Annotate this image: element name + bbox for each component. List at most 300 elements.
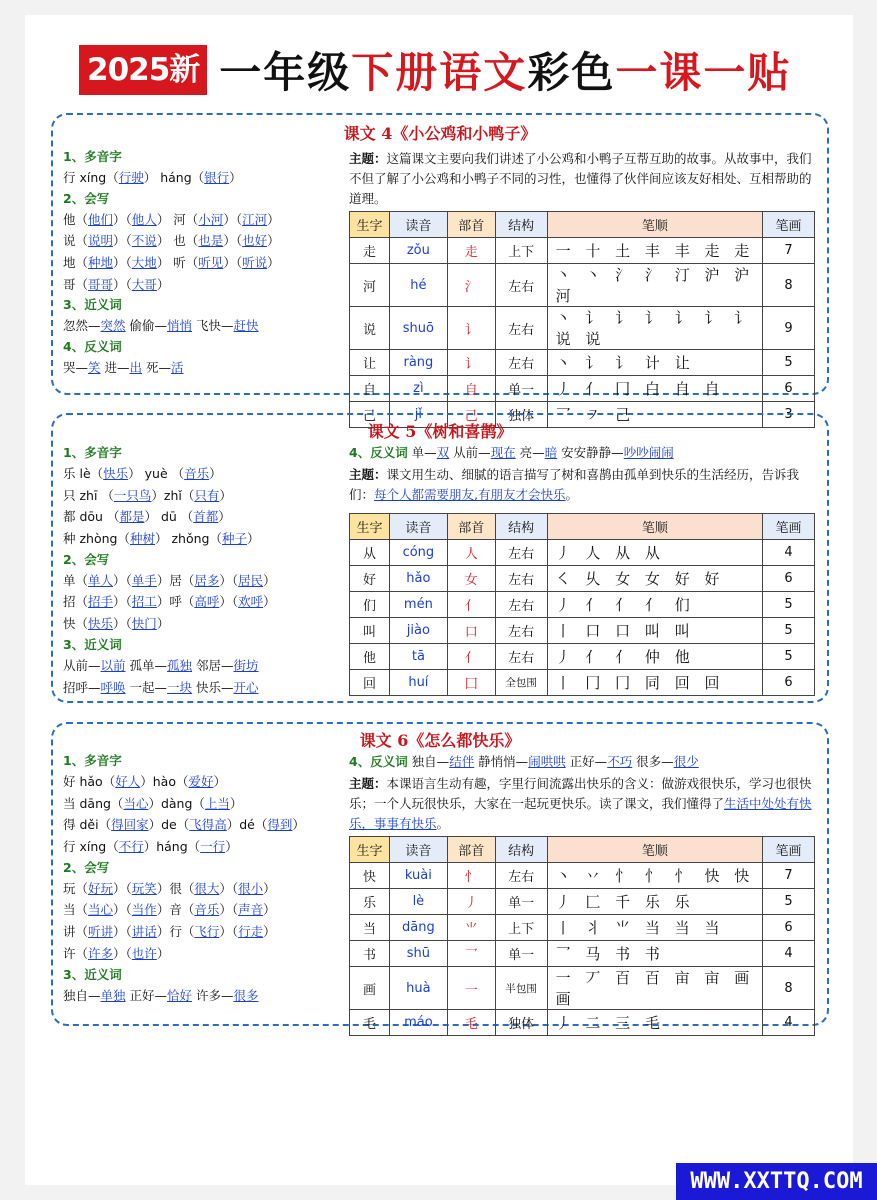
title-part-2: 下册语文 — [351, 48, 528, 97]
vocab-word: 招工 — [131, 594, 157, 610]
vocab-text: 说（ — [63, 233, 89, 249]
vocab-text: ） — [263, 572, 276, 588]
stroke-order-cell: 丶 丶 氵 氵 汀 沪 沪 河 — [547, 264, 762, 307]
vocab-text: 孤单— — [125, 657, 168, 673]
vocab-line — [63, 167, 280, 189]
vocab-word: 也是 — [198, 233, 224, 249]
vocab-text: 死— — [142, 360, 172, 376]
vocab-text: 一起— — [125, 679, 168, 695]
vocab-text: ）（ — [113, 616, 132, 632]
radical-cell: 氵 — [447, 264, 495, 307]
structure-cell: 左右 — [495, 540, 547, 566]
stroke-count-cell: 6 — [763, 566, 815, 592]
stroke-count-cell: 4 — [763, 941, 815, 967]
vocab-word: 声音 — [238, 902, 264, 918]
stroke-count-cell: 8 — [763, 967, 815, 1010]
structure-cell: 上下 — [495, 915, 547, 941]
vocab-text: ）de（ — [148, 817, 190, 833]
vocab-text: 招（ — [63, 594, 89, 610]
vocab-text: 亮— — [515, 445, 545, 460]
vocab-word: 首都 — [193, 509, 219, 525]
vocab-word: 居民 — [238, 572, 264, 588]
vocab-text: 从前— — [63, 657, 101, 673]
vocab-word: 得到 — [267, 817, 293, 833]
section-heading: 1、多音字 — [63, 753, 122, 768]
radical-cell: 讠 — [447, 307, 495, 350]
character-table — [349, 513, 815, 696]
char-cell: 回 — [350, 670, 390, 696]
char-cell: 好 — [350, 566, 390, 592]
vocab-text: ） 河（ — [156, 211, 199, 227]
lesson-title: 课文 4《小公鸡和小鸭子》 — [343, 124, 537, 143]
vocab-word: 上当 — [204, 795, 230, 811]
vocab-text: 地（ — [63, 255, 89, 271]
vocab-word: 得回家 — [111, 817, 149, 833]
char-cell: 毛 — [350, 1010, 390, 1036]
structure-cell: 半包围 — [495, 967, 547, 1010]
table-row — [350, 592, 815, 618]
column-header: 部首 — [447, 514, 495, 540]
column-header: 生字 — [350, 212, 390, 238]
stroke-count-cell: 6 — [763, 915, 815, 941]
vocab-word: 也好 — [242, 233, 268, 249]
vocab-text: 飞快— — [192, 318, 234, 334]
vocab-text: 快（ — [63, 616, 89, 632]
table-row — [350, 566, 815, 592]
table-row — [350, 915, 815, 941]
char-cell: 从 — [350, 540, 390, 566]
vocab-word: 快乐 — [88, 616, 114, 632]
column-header: 生字 — [350, 837, 390, 863]
vocab-line — [63, 570, 276, 592]
vocab-word: 很小 — [238, 880, 264, 896]
vocab-text: ） — [246, 531, 260, 547]
vocab-text: ）（ — [113, 945, 132, 961]
column-header: 部首 — [447, 837, 495, 863]
vocab-word: 单人 — [88, 572, 114, 588]
stroke-order-cell: 丿 二 三 毛 — [547, 1010, 762, 1036]
lesson-title: 课文 6《怎么都快乐》 — [359, 731, 521, 750]
vocab-text: 忽然— — [63, 318, 101, 334]
table-row — [350, 540, 815, 566]
stroke-count-cell: 4 — [763, 540, 815, 566]
character-table — [349, 211, 815, 428]
radical-cell: 亻 — [447, 592, 495, 618]
vocab-text: 当 dāng（ — [63, 795, 124, 811]
stroke-count-cell: 5 — [763, 618, 815, 644]
char-cell: 河 — [350, 264, 390, 307]
vocab-line — [63, 771, 305, 793]
column-header: 生字 — [350, 514, 390, 540]
vocab-text: ）（ — [113, 594, 132, 610]
vocab-text: ） — [218, 509, 231, 525]
vocab-word: 江河 — [242, 211, 268, 227]
vocab-text: 单— — [407, 445, 437, 460]
vocab-text: ）很（ — [156, 880, 195, 896]
column-header: 部首 — [447, 212, 495, 238]
vocab-text: ） 听（ — [156, 255, 199, 271]
stroke-order-cell: 丶 讠 讠 讠 讠 讠 讠 说 说 — [547, 307, 762, 350]
vocab-line — [63, 230, 280, 252]
vocab-word: 他们 — [88, 211, 114, 227]
vocab-word: 孤独 — [167, 657, 193, 673]
structure-cell: 左右 — [495, 644, 547, 670]
vocab-text: 从前— — [449, 445, 491, 460]
title-part-1: 一年级 — [219, 48, 352, 97]
pinyin-cell: shū — [389, 941, 447, 967]
vocab-line — [63, 836, 305, 858]
vocab-text: ）音（ — [156, 902, 195, 918]
table-row — [350, 618, 815, 644]
vocab-text: ）（ — [113, 902, 132, 918]
vocab-line — [63, 613, 276, 635]
vocab-text: ）居（ — [156, 572, 195, 588]
table-row — [350, 670, 815, 696]
radical-cell: 毛 — [447, 1010, 495, 1036]
vocab-line — [63, 274, 280, 296]
pinyin-cell: huí — [389, 670, 447, 696]
vocab-word: 闹哄哄 — [528, 754, 566, 769]
vocab-line — [63, 252, 280, 274]
vocab-text: ） 也（ — [156, 233, 199, 249]
column-header: 笔顺 — [547, 837, 762, 863]
table-row — [350, 644, 815, 670]
theme-label: 主题： — [349, 467, 387, 482]
vocab-text: ）dàng（ — [148, 795, 205, 811]
vocab-text: ） — [267, 211, 280, 227]
vocab-word: 居多 — [194, 572, 220, 588]
pinyin-cell: dāng — [389, 915, 447, 941]
polyphone-list — [63, 771, 305, 858]
vocab-text: ） — [225, 839, 238, 855]
vocab-text: ） — [267, 233, 280, 249]
vocab-text: ）（ — [113, 211, 132, 227]
lesson-title: 课文 5《树和喜鹊》 — [367, 422, 513, 441]
structure-cell: 全包围 — [495, 670, 547, 696]
vocab-word: 听见 — [198, 255, 224, 271]
vocab-text: ）háng（ — [143, 839, 201, 855]
vocab-text: ）（ — [113, 255, 132, 271]
structure-cell: 左右 — [495, 350, 547, 376]
structure-cell: 左右 — [495, 592, 547, 618]
vocab-line — [63, 528, 276, 550]
char-cell: 快 — [350, 863, 390, 889]
vocab-word: 行走 — [238, 924, 264, 940]
vocab-word: 悄悄 — [167, 318, 193, 334]
vocab-word: 赶快 — [233, 318, 259, 334]
vocab-text: 独自— — [407, 754, 450, 769]
vocab-text: ） — [156, 945, 170, 961]
vocab-text: ） — [263, 594, 276, 610]
vocab-word: 恰好 — [167, 987, 193, 1003]
vocab-text: ） yuè （ — [128, 466, 185, 481]
stroke-count-cell: 3 — [763, 402, 815, 428]
vocab-text: ） — [292, 817, 305, 833]
vocab-text: ）（ — [113, 880, 132, 896]
vocab-word: 不行 — [118, 839, 144, 855]
vocab-text: 进— — [100, 360, 130, 376]
vocab-text: 静悄悄— — [474, 754, 529, 769]
antonym-line — [408, 445, 674, 460]
stroke-order-cell: 丶 讠 讠 计 让 — [547, 350, 762, 376]
vocab-text: ） — [219, 487, 232, 503]
char-cell: 当 — [350, 915, 390, 941]
vocab-word: 单独 — [100, 987, 126, 1003]
vocab-word: 吵吵闹闹 — [623, 445, 674, 460]
vocab-text: ） — [263, 880, 276, 896]
vocab-word: 也许 — [131, 945, 157, 961]
table-row — [350, 1010, 815, 1036]
vocab-text: ）（ — [113, 276, 132, 292]
stroke-count-cell: 5 — [763, 889, 815, 915]
column-header: 结构 — [495, 514, 547, 540]
vocab-text: 快乐— — [192, 679, 234, 695]
vocab-text: ）dé（ — [226, 817, 268, 833]
vocab-text: 安安静静— — [557, 445, 624, 460]
vocab-word: 当心 — [88, 902, 114, 918]
pinyin-cell: tā — [389, 644, 447, 670]
vocab-text: ） — [213, 774, 226, 789]
vocab-text: 很多— — [632, 754, 674, 769]
radical-cell: 女 — [447, 566, 495, 592]
vocab-text: 得 děi（ — [63, 817, 112, 833]
vocab-text: 哥（ — [63, 276, 89, 292]
vocab-text: 好 hǎo（ — [63, 774, 116, 789]
stroke-order-cell: 丿 亻 亻 仲 他 — [547, 644, 762, 670]
vocab-word: 高呼 — [194, 594, 220, 610]
lesson-antonyms — [349, 752, 819, 772]
stroke-count-cell: 6 — [763, 376, 815, 402]
vocab-text: 正好— — [125, 987, 168, 1003]
vocab-word: 种树 — [129, 531, 155, 547]
vocab-line — [63, 485, 276, 507]
vocab-word: 快乐 — [103, 466, 129, 481]
vocab-text: 讲（ — [63, 924, 89, 940]
char-cell: 叫 — [350, 618, 390, 644]
vocab-word: 双 — [436, 445, 450, 460]
table-row — [350, 238, 815, 264]
column-header: 笔画 — [763, 514, 815, 540]
column-header: 笔顺 — [547, 212, 762, 238]
char-cell: 画 — [350, 967, 390, 1010]
theme-highlight: 每个人都需要朋友,有朋友才会快乐 — [374, 487, 566, 502]
vocab-word: 开心 — [233, 679, 259, 695]
lesson-4-card — [51, 113, 829, 424]
table-row — [350, 307, 815, 350]
vocab-text: ） — [267, 255, 280, 271]
radical-cell: 亻 — [447, 644, 495, 670]
synonym-list — [63, 655, 276, 698]
structure-cell: 独体 — [495, 1010, 547, 1036]
vocab-text: ）hào（ — [140, 774, 189, 789]
lesson-left-column — [63, 147, 280, 379]
lesson-5-card — [51, 413, 829, 703]
vocab-word: 一只鸟 — [113, 487, 152, 503]
stroke-order-cell: 丨 丬 ⺌ 当 当 当 — [547, 915, 762, 941]
char-cell: 说 — [350, 307, 390, 350]
vocab-text: ）（ — [219, 572, 239, 588]
vocab-text: ）呼（ — [156, 594, 195, 610]
structure-cell: 左右 — [495, 307, 547, 350]
vocab-line — [63, 463, 276, 485]
section-heading: 2、会写 — [63, 859, 110, 875]
vocab-text: 单（ — [63, 572, 89, 588]
write-list — [63, 878, 305, 965]
vocab-word: 说明 — [88, 233, 114, 249]
vocab-line — [63, 943, 305, 965]
theme-highlight: 生活中处处有快乐，事事有快乐 — [349, 796, 812, 831]
column-header: 读音 — [389, 837, 447, 863]
pinyin-cell: jǐ — [389, 402, 447, 428]
vocab-word: 招手 — [88, 594, 114, 610]
table-row — [350, 967, 815, 1010]
vocab-word: 种子 — [221, 531, 247, 547]
pinyin-cell: lè — [389, 889, 447, 915]
vocab-text: 行 xíng（ — [63, 170, 119, 185]
structure-cell: 独体 — [495, 402, 547, 428]
stroke-order-cell: 一 十 土 丰 丰 走 走 — [547, 238, 762, 264]
polyphone-list — [63, 463, 276, 550]
year-badge: 2025新 — [79, 45, 207, 95]
vocab-text: ） dū （ — [144, 509, 194, 525]
section-heading: 4、反义词 — [349, 754, 408, 769]
pinyin-cell: kuài — [389, 863, 447, 889]
vocab-word: 活 — [171, 360, 184, 376]
lesson-theme — [349, 465, 819, 505]
vocab-word: 讲话 — [131, 924, 157, 940]
vocab-line — [63, 677, 276, 699]
title-part-3: 彩色 — [527, 48, 616, 97]
stroke-order-cell: 丿 亻 亻 亻 们 — [547, 592, 762, 618]
vocab-text: ）（ — [223, 211, 243, 227]
vocab-line — [63, 814, 305, 836]
vocab-word: 好人 — [115, 774, 141, 789]
vocab-word: 大哥 — [131, 276, 157, 292]
vocab-text: ）（ — [219, 880, 239, 896]
stroke-count-cell: 7 — [763, 863, 815, 889]
char-cell: 乐 — [350, 889, 390, 915]
vocab-word: 大地 — [131, 255, 157, 271]
section-heading: 2、会写 — [63, 551, 110, 567]
vocab-word: 种地 — [88, 255, 114, 271]
radical-cell: ⺌ — [447, 915, 495, 941]
synonym-list — [63, 315, 280, 337]
structure-cell: 左右 — [495, 566, 547, 592]
vocab-text: ）（ — [223, 255, 243, 271]
table-header-row — [350, 514, 815, 540]
structure-cell: 左右 — [495, 618, 547, 644]
vocab-word: 只有 — [194, 487, 220, 503]
stroke-count-cell: 7 — [763, 238, 815, 264]
vocab-text: ）（ — [113, 924, 132, 940]
stroke-order-cell: ㇛ 乆 女 女 好 好 — [547, 566, 762, 592]
vocab-word: 很大 — [194, 880, 220, 896]
site-watermark: WWW.XXTTQ.COM — [676, 1163, 877, 1200]
column-header: 读音 — [389, 514, 447, 540]
table-row — [350, 941, 815, 967]
vocab-word: 听说 — [242, 255, 268, 271]
synonym-list — [63, 985, 305, 1007]
lesson-antonyms — [349, 443, 819, 463]
lesson-theme — [349, 149, 819, 209]
radical-cell: 口 — [447, 618, 495, 644]
table-row — [350, 264, 815, 307]
stroke-order-cell: 乛 马 书 书 — [547, 941, 762, 967]
vocab-text: ） — [229, 795, 243, 811]
section-heading: 3、近义词 — [63, 636, 122, 652]
theme-label: 主题： — [349, 776, 387, 791]
vocab-text: 正好— — [565, 754, 608, 769]
stroke-count-cell: 8 — [763, 264, 815, 307]
radical-cell: 走 — [447, 238, 495, 264]
vocab-text: ）（ — [219, 594, 239, 610]
vocab-text: 玩（ — [63, 880, 89, 896]
vocab-word: 突然 — [100, 318, 126, 334]
lesson-left-column — [63, 443, 276, 698]
vocab-line — [63, 899, 305, 921]
vocab-word: 出 — [129, 360, 143, 376]
vocab-word: 小河 — [198, 211, 224, 227]
stroke-order-cell: 丨 冂 冂 同 回 回 — [547, 670, 762, 696]
vocab-text: ） — [156, 276, 170, 292]
vocab-text: 许多— — [192, 987, 234, 1003]
section-heading: 3、近义词 — [63, 297, 122, 313]
table-header-row — [350, 837, 815, 863]
pinyin-cell: zǒu — [389, 238, 447, 264]
table-row — [350, 350, 815, 376]
write-list — [63, 209, 280, 296]
pinyin-cell: shuō — [389, 307, 447, 350]
stroke-order-cell: 丿 亻 冂 白 自 自 — [547, 376, 762, 402]
vocab-word: 当心 — [123, 795, 149, 811]
char-cell: 自 — [350, 376, 390, 402]
vocab-text: 哭— — [63, 360, 89, 376]
page-title — [79, 40, 791, 100]
stroke-count-cell: 9 — [763, 307, 815, 350]
vocab-text: ）（ — [113, 572, 132, 588]
vocab-word: 哥哥 — [88, 276, 114, 292]
column-header: 笔画 — [763, 837, 815, 863]
stroke-order-cell: 乛 ㇇ 己 — [547, 402, 762, 428]
section-heading: 4、反义词 — [63, 339, 122, 355]
vocab-text: ）（ — [113, 233, 132, 249]
vocab-text: ） — [263, 902, 276, 918]
vocab-word: 以前 — [100, 657, 126, 673]
char-cell: 们 — [350, 592, 390, 618]
column-header: 笔画 — [763, 212, 815, 238]
stroke-order-cell: 一 丆 百 百 亩 亩 画 画 — [547, 967, 762, 1010]
vocab-word: 很少 — [673, 754, 699, 769]
vocab-text: ） — [263, 924, 276, 940]
vocab-line — [63, 315, 280, 337]
vocab-line — [63, 921, 305, 943]
pinyin-cell: hǎo — [389, 566, 447, 592]
vocab-text: 行 xíng（ — [63, 839, 119, 855]
vocab-text: ）（ — [223, 233, 243, 249]
stroke-order-cell: 丨 口 口 叫 叫 — [547, 618, 762, 644]
stroke-count-cell: 5 — [763, 644, 815, 670]
column-header: 读音 — [389, 212, 447, 238]
radical-cell: 己 — [447, 402, 495, 428]
radical-cell: 忄 — [447, 863, 495, 889]
char-cell: 他 — [350, 644, 390, 670]
vocab-text: ）（ — [219, 924, 239, 940]
vocab-word: 听讲 — [88, 924, 114, 940]
section-heading: 1、多音字 — [63, 149, 122, 164]
vocab-text: 他（ — [63, 211, 89, 227]
char-cell: 让 — [350, 350, 390, 376]
structure-cell: 单一 — [495, 941, 547, 967]
